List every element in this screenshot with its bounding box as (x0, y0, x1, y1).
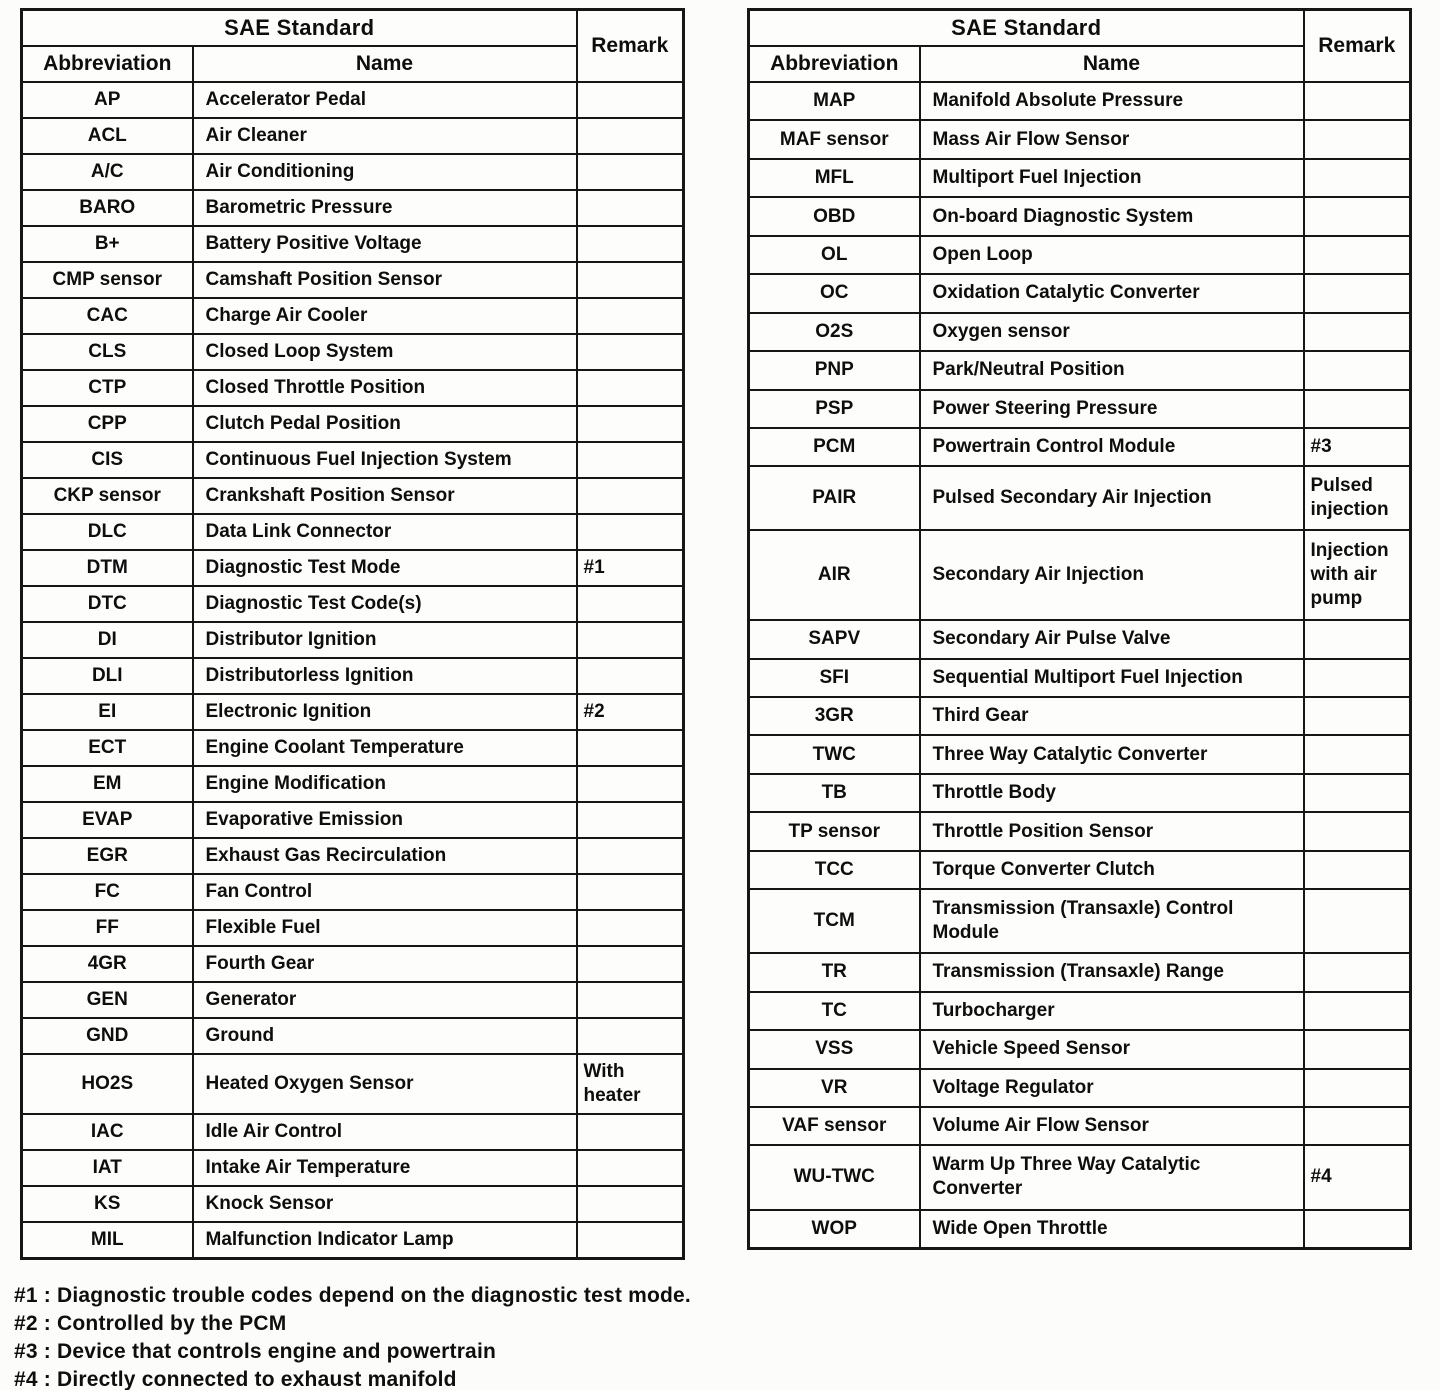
name-cell: Camshaft Position Sensor (193, 262, 577, 298)
abbreviation-cell: IAC (22, 1114, 193, 1150)
remark-cell (1304, 1069, 1411, 1107)
table-row (22, 190, 684, 226)
abbreviation-cell: CKP sensor (22, 478, 193, 514)
table-row (22, 514, 684, 550)
name-cell: Air Cleaner (193, 118, 577, 154)
table-row (749, 390, 1411, 428)
table-row (22, 1186, 684, 1222)
name-cell: Transmission (Transaxle) Range (920, 953, 1304, 991)
remark-cell (577, 298, 684, 334)
abbreviation-cell: MAF sensor (749, 120, 920, 158)
table-row (22, 910, 684, 946)
abbreviation-cell: O2S (749, 313, 920, 351)
abbreviation-cell: KS (22, 1186, 193, 1222)
remark-cell (1304, 1210, 1411, 1249)
name-cell: Diagnostic Test Code(s) (193, 586, 577, 622)
table-row (22, 370, 684, 406)
name-cell: Accelerator Pedal (193, 82, 577, 118)
remark-cell (577, 226, 684, 262)
abbreviation-cell: EM (22, 766, 193, 802)
name-cell: Wide Open Throttle (920, 1210, 1304, 1249)
abbreviation-cell: TCC (749, 851, 920, 889)
remark-cell (1304, 274, 1411, 312)
table-row (22, 154, 684, 190)
table-row (749, 851, 1411, 889)
abbreviation-cell: PNP (749, 351, 920, 389)
table-row (749, 197, 1411, 235)
remark-cell (577, 1114, 684, 1150)
name-cell: Voltage Regulator (920, 1069, 1304, 1107)
remark-cell (1304, 197, 1411, 235)
abbreviation-cell: TB (749, 774, 920, 812)
remark-cell (1304, 812, 1411, 850)
abbreviation-cell: TR (749, 953, 920, 991)
table-row (22, 334, 684, 370)
table-row (22, 262, 684, 298)
name-cell: Pulsed Secondary Air Injection (920, 466, 1304, 530)
table-row (22, 1114, 684, 1150)
remark-cell (1304, 390, 1411, 428)
remark-cell (577, 946, 684, 982)
abbreviation-cell: TCM (749, 889, 920, 953)
remark-cell (577, 658, 684, 694)
remark-cell (577, 478, 684, 514)
name-cell: Torque Converter Clutch (920, 851, 1304, 889)
abbreviation-cell: MIL (22, 1222, 193, 1259)
table-row (22, 694, 684, 730)
abbreviation-cell: GEN (22, 982, 193, 1018)
table-row (22, 874, 684, 910)
abbreviation-cell: MAP (749, 82, 920, 120)
remark-cell (577, 190, 684, 226)
abbreviation-cell: VR (749, 1069, 920, 1107)
table-row (749, 774, 1411, 812)
abbreviation-cell: CLS (22, 334, 193, 370)
name-cell: Data Link Connector (193, 514, 577, 550)
abbreviation-cell: CAC (22, 298, 193, 334)
abbreviation-cell: OL (749, 236, 920, 274)
remark-cell (1304, 159, 1411, 197)
table-row (22, 118, 684, 154)
name-cell: Crankshaft Position Sensor (193, 478, 577, 514)
abbreviation-cell: TWC (749, 735, 920, 773)
name-cell: Closed Loop System (193, 334, 577, 370)
abbreviation-cell: SAPV (749, 620, 920, 658)
footnote-3: #3 : Device that controls engine and powertrain (14, 1340, 497, 1363)
remark-cell (577, 766, 684, 802)
remark-cell (1304, 1030, 1411, 1068)
remark-cell (577, 910, 684, 946)
table-row (22, 478, 684, 514)
abbreviation-cell: ECT (22, 730, 193, 766)
name-cell: Ground (193, 1018, 577, 1054)
abbreviation-cell: TP sensor (749, 812, 920, 850)
abbreviation-cell: OBD (749, 197, 920, 235)
remark-cell (577, 514, 684, 550)
abbreviation-cell: DTC (22, 586, 193, 622)
table-row (749, 236, 1411, 274)
abbreviation-cell: WU-TWC (749, 1145, 920, 1209)
remark-cell (1304, 735, 1411, 773)
remark-cell (1304, 697, 1411, 735)
table-row (22, 1150, 684, 1186)
name-cell: On-board Diagnostic System (920, 197, 1304, 235)
footnote-1: #1 : Diagnostic trouble codes depend on the diagnostic test mode. (14, 1284, 691, 1307)
name-cell: Closed Throttle Position (193, 370, 577, 406)
abbreviation-cell: EGR (22, 838, 193, 874)
remark-cell (577, 622, 684, 658)
abbreviation-cell: PCM (749, 428, 920, 466)
table-row (749, 274, 1411, 312)
table-body (749, 82, 1411, 1249)
name-cell: Knock Sensor (193, 1186, 577, 1222)
table-row (749, 1030, 1411, 1068)
remark-cell (1304, 774, 1411, 812)
name-cell: Idle Air Control (193, 1114, 577, 1150)
remark-cell (577, 838, 684, 874)
table-row (22, 406, 684, 442)
name-cell: Charge Air Cooler (193, 298, 577, 334)
name-cell: Malfunction Indicator Lamp (193, 1222, 577, 1259)
name-cell: Air Conditioning (193, 154, 577, 190)
abbreviation-cell: BARO (22, 190, 193, 226)
name-cell: Volume Air Flow Sensor (920, 1107, 1304, 1145)
abbreviation-cell: DLC (22, 514, 193, 550)
table-row (22, 730, 684, 766)
remark-cell (1304, 953, 1411, 991)
abbreviation-cell: PAIR (749, 466, 920, 530)
remark-cell (1304, 659, 1411, 697)
abbreviation-cell: VAF sensor (749, 1107, 920, 1145)
remark-cell (577, 370, 684, 406)
name-cell: Secondary Air Pulse Valve (920, 620, 1304, 658)
remark-cell (577, 982, 684, 1018)
name-cell: Heated Oxygen Sensor (193, 1054, 577, 1114)
remark-cell (577, 334, 684, 370)
remark-cell (577, 1018, 684, 1054)
name-cell: Flexible Fuel (193, 910, 577, 946)
name-cell: Mass Air Flow Sensor (920, 120, 1304, 158)
name-cell: Fourth Gear (193, 946, 577, 982)
name-cell: Continuous Fuel Injection System (193, 442, 577, 478)
table-row (749, 1107, 1411, 1145)
name-cell: Throttle Position Sensor (920, 812, 1304, 850)
remark-cell (577, 874, 684, 910)
abbreviation-cell: OC (749, 274, 920, 312)
table-row (22, 298, 684, 334)
name-cell: Generator (193, 982, 577, 1018)
column-header-name: Name (193, 46, 577, 82)
remark-cell (1304, 120, 1411, 158)
abbreviation-cell: B+ (22, 226, 193, 262)
abbreviation-cell: DLI (22, 658, 193, 694)
name-cell: Throttle Body (920, 774, 1304, 812)
table-row (749, 530, 1411, 620)
table-row (22, 1018, 684, 1054)
table-row (22, 946, 684, 982)
remark-cell: #4 (1304, 1145, 1411, 1209)
sae-table-right (747, 8, 1412, 1250)
column-header-remark: Remark (577, 10, 684, 83)
column-header-abbreviation: Abbreviation (22, 46, 193, 82)
remark-cell (1304, 1107, 1411, 1145)
remark-cell (1304, 82, 1411, 120)
remark-cell: #3 (1304, 428, 1411, 466)
table-row (749, 953, 1411, 991)
table-header-sae-standard: SAE Standard (22, 10, 577, 47)
footnotes (14, 1282, 1440, 1390)
abbreviation-cell: CIS (22, 442, 193, 478)
remark-cell: Injection with air pump (1304, 530, 1411, 620)
remark-cell (577, 730, 684, 766)
abbreviation-cell: CPP (22, 406, 193, 442)
table-row (749, 313, 1411, 351)
table-row (749, 1145, 1411, 1209)
table-row (749, 159, 1411, 197)
name-cell: Battery Positive Voltage (193, 226, 577, 262)
name-cell: Intake Air Temperature (193, 1150, 577, 1186)
abbreviation-cell: EVAP (22, 802, 193, 838)
abbreviation-cell: IAT (22, 1150, 193, 1186)
table-row (22, 622, 684, 658)
remark-cell (577, 1186, 684, 1222)
name-cell: Engine Modification (193, 766, 577, 802)
remark-cell (577, 118, 684, 154)
remark-cell: #1 (577, 550, 684, 586)
table-row (749, 889, 1411, 953)
table-row (22, 1054, 684, 1114)
remark-cell (1304, 889, 1411, 953)
table-row (749, 120, 1411, 158)
table-row (749, 351, 1411, 389)
name-cell: Electronic Ignition (193, 694, 577, 730)
table-header-sae-standard: SAE Standard (749, 10, 1304, 47)
remark-cell: #2 (577, 694, 684, 730)
remark-cell (577, 406, 684, 442)
name-cell: Multiport Fuel Injection (920, 159, 1304, 197)
table-row (749, 812, 1411, 850)
abbreviation-cell: DTM (22, 550, 193, 586)
table-row (22, 442, 684, 478)
name-cell: Clutch Pedal Position (193, 406, 577, 442)
abbreviation-cell: PSP (749, 390, 920, 428)
abbreviation-cell: DI (22, 622, 193, 658)
name-cell: Open Loop (920, 236, 1304, 274)
name-cell: Distributor Ignition (193, 622, 577, 658)
abbreviation-cell: CTP (22, 370, 193, 406)
table-row (22, 766, 684, 802)
name-cell: Warm Up Three Way Catalytic Converter (920, 1145, 1304, 1209)
table-header-row (22, 10, 684, 47)
name-cell: Third Gear (920, 697, 1304, 735)
abbreviation-cell: AIR (749, 530, 920, 620)
name-cell: Oxygen sensor (920, 313, 1304, 351)
name-cell: Transmission (Transaxle) Control Module (920, 889, 1304, 953)
table-row (22, 838, 684, 874)
abbreviation-cell: CMP sensor (22, 262, 193, 298)
abbreviation-cell: FF (22, 910, 193, 946)
name-cell: Three Way Catalytic Converter (920, 735, 1304, 773)
table-row (22, 982, 684, 1018)
table-row (22, 802, 684, 838)
abbreviation-cell: GND (22, 1018, 193, 1054)
remark-cell (577, 586, 684, 622)
name-cell: Barometric Pressure (193, 190, 577, 226)
abbreviation-cell: 4GR (22, 946, 193, 982)
remark-cell (1304, 992, 1411, 1030)
remark-cell (1304, 351, 1411, 389)
abbreviation-cell: 3GR (749, 697, 920, 735)
table-row (749, 659, 1411, 697)
remark-cell: Pulsed injection (1304, 466, 1411, 530)
table-row (22, 226, 684, 262)
name-cell: Engine Coolant Temperature (193, 730, 577, 766)
column-header-abbreviation: Abbreviation (749, 46, 920, 82)
remark-cell (577, 82, 684, 118)
table-row (22, 550, 684, 586)
remark-cell (577, 1150, 684, 1186)
table-row (749, 1210, 1411, 1249)
footnote-2: #2 : Controlled by the PCM (14, 1312, 287, 1335)
table-row (22, 586, 684, 622)
table-header-row (749, 10, 1411, 47)
remark-cell (577, 1222, 684, 1259)
name-cell: Vehicle Speed Sensor (920, 1030, 1304, 1068)
name-cell: Powertrain Control Module (920, 428, 1304, 466)
remark-cell (577, 442, 684, 478)
abbreviation-cell: SFI (749, 659, 920, 697)
table-body (22, 82, 684, 1259)
abbreviation-cell: WOP (749, 1210, 920, 1249)
remark-cell (1304, 851, 1411, 889)
name-cell: Manifold Absolute Pressure (920, 82, 1304, 120)
table-row (22, 1222, 684, 1259)
sae-table-left (20, 8, 685, 1260)
table-row (749, 620, 1411, 658)
name-cell: Oxidation Catalytic Converter (920, 274, 1304, 312)
remark-cell (1304, 620, 1411, 658)
abbreviation-cell: HO2S (22, 1054, 193, 1114)
abbreviation-cell: A/C (22, 154, 193, 190)
name-cell: Turbocharger (920, 992, 1304, 1030)
abbreviation-cell: AP (22, 82, 193, 118)
table-row (749, 697, 1411, 735)
table-row (22, 658, 684, 694)
abbreviation-cell: VSS (749, 1030, 920, 1068)
abbreviation-cell: EI (22, 694, 193, 730)
name-cell: Power Steering Pressure (920, 390, 1304, 428)
remark-cell: With heater (577, 1054, 684, 1114)
table-row (749, 428, 1411, 466)
column-header-name: Name (920, 46, 1304, 82)
remark-cell (1304, 236, 1411, 274)
remark-cell (1304, 313, 1411, 351)
name-cell: Distributorless Ignition (193, 658, 577, 694)
column-header-remark: Remark (1304, 10, 1411, 83)
abbreviation-cell: FC (22, 874, 193, 910)
name-cell: Diagnostic Test Mode (193, 550, 577, 586)
table-row (749, 735, 1411, 773)
table-row (749, 992, 1411, 1030)
name-cell: Evaporative Emission (193, 802, 577, 838)
table-row (749, 82, 1411, 120)
table-row (749, 466, 1411, 530)
name-cell: Secondary Air Injection (920, 530, 1304, 620)
table-row (749, 1069, 1411, 1107)
abbreviation-cell: MFL (749, 159, 920, 197)
name-cell: Exhaust Gas Recirculation (193, 838, 577, 874)
abbreviation-cell: TC (749, 992, 920, 1030)
name-cell: Sequential Multiport Fuel Injection (920, 659, 1304, 697)
remark-cell (577, 262, 684, 298)
remark-cell (577, 154, 684, 190)
name-cell: Park/Neutral Position (920, 351, 1304, 389)
footnote-4: #4 : Directly connected to exhaust manifold (14, 1368, 457, 1390)
name-cell: Fan Control (193, 874, 577, 910)
abbreviation-cell: ACL (22, 118, 193, 154)
table-row (22, 82, 684, 118)
remark-cell (577, 802, 684, 838)
